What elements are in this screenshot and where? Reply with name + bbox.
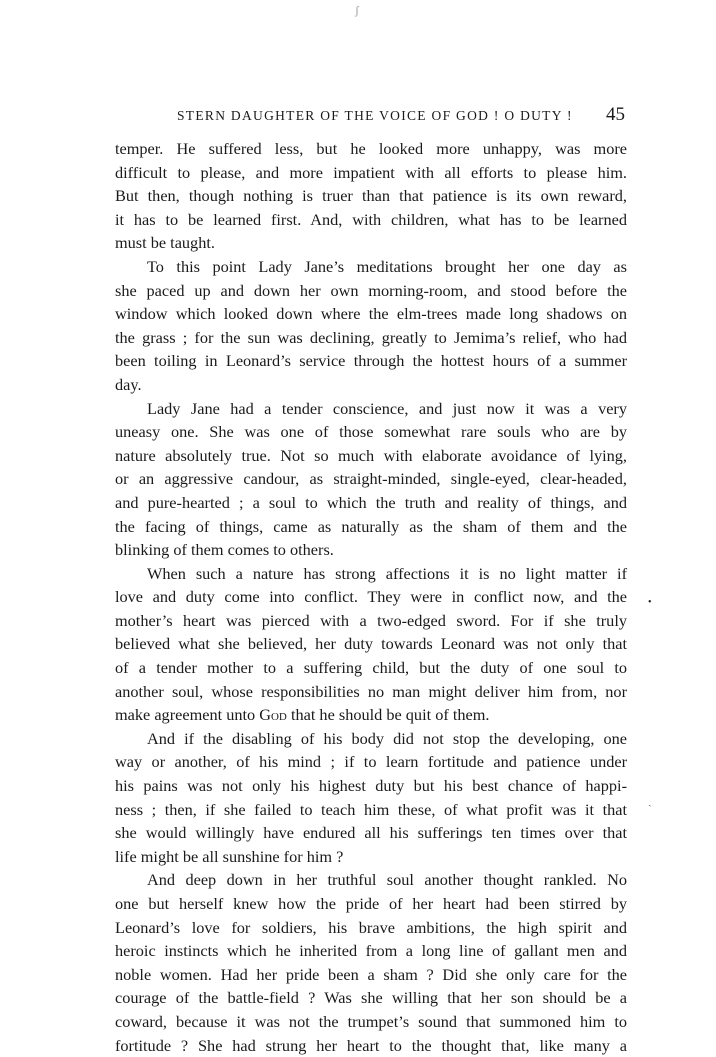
text-line [115, 444, 627, 468]
text-line-content: noble women. Had her pride been a sham ? Did she only care for the [115, 964, 627, 984]
text-line [115, 585, 627, 609]
text-line [115, 538, 627, 562]
text-line-content: another soul, whose responsibilities no man might deliver him from, nor [115, 681, 627, 701]
text-line [115, 137, 627, 161]
text-line-content: When such a nature has strong affections it is no light matter if [147, 563, 627, 583]
text-line-content: difficult to please, and more impatient with all efforts to please him. [115, 162, 627, 182]
text-line-content: she would willingly have endured all his sufferings ten times over that [115, 823, 627, 843]
text-line [115, 397, 627, 421]
text-line [115, 680, 627, 704]
text-line-content: mother’s heart was pierced with a two-edged sword. For if she truly [115, 610, 627, 630]
text-line [115, 798, 627, 822]
text-line [115, 892, 627, 916]
text-line [115, 515, 627, 539]
text-line-content: courage of the battle-field ? Was she willing that her son should be a [115, 988, 627, 1008]
text-line-content: must be taught. [115, 233, 215, 253]
text-line [115, 821, 627, 845]
text-line [115, 703, 627, 727]
text-line [115, 774, 627, 798]
text-line [115, 562, 627, 586]
text-line-content: Lady Jane had a tender conscience, and just now it was a very [147, 398, 627, 418]
text-line-content: his pains was not only his highest duty but his best chance of happi- [115, 776, 627, 796]
text-line-content: or an aggressive candour, as straight-minded, single-eyed, clear-headed, [115, 469, 627, 489]
text-line-content: uneasy one. She was one of those somewhat rare souls who are by [115, 422, 627, 442]
page-number: 45 [606, 104, 625, 125]
text-line [115, 1010, 627, 1034]
text-line [115, 939, 627, 963]
text-line [115, 656, 627, 680]
text-line [115, 279, 627, 303]
text-line-content: heroic instincts which he inherited from a long line of gallant men and [115, 941, 627, 961]
text-line [115, 208, 627, 232]
text-line-content: she paced up and down her own morning-room, and stood before the [115, 280, 627, 300]
text-line-content: temper. He suffered less, but he looked more unhappy, was more [115, 139, 627, 158]
text-line-content: it has to be learned first. And, with children, what has to be learned [115, 209, 627, 229]
text-line [115, 302, 627, 326]
text-line [115, 373, 627, 397]
margin-tick: ˎ [648, 795, 652, 807]
text-line-content: one but herself knew how the pride of her heart had been stirred by [115, 894, 627, 913]
text-line [115, 161, 627, 185]
text-line [115, 491, 627, 515]
text-line-content: But then, though nothing is truer than that patience is its own reward, [115, 186, 627, 206]
text-line [115, 467, 627, 491]
text-line-content: the facing of things, came as naturally as the sham of them and the [115, 516, 627, 536]
text-line [115, 184, 627, 208]
smallcaps-word: God [259, 705, 287, 725]
text-line [115, 750, 627, 774]
text-line-content: fortitude ? She had strung her heart to the thought that, like many a [115, 1035, 627, 1055]
body-text [115, 137, 627, 1057]
text-line-content: ness ; then, if she failed to teach him these, of what profit was it that [115, 799, 627, 819]
text-line [115, 727, 627, 751]
margin-dot: • [648, 597, 652, 608]
text-line [115, 1034, 627, 1057]
text-line [115, 916, 627, 940]
text-line [115, 868, 627, 892]
text-line-content: nature absolutely true. Not so much with elaborate avoidance of lying, [115, 445, 627, 465]
text-line-content: life might be all sunshine for him ? [115, 846, 344, 866]
text-line-content: And deep down in her truthful soul another thought rankled. No [147, 870, 627, 890]
text-line-content: and pure-hearted ; a soul to which the truth and reality of things, and [115, 492, 627, 512]
running-head [115, 104, 625, 128]
text-line [115, 231, 627, 255]
text-line-content: blinking of them comes to others. [115, 540, 334, 560]
text-line [115, 609, 627, 633]
text-line-content: been toiling in Leonard’s service through the hottest hours of a summer [115, 351, 627, 371]
text-line-content: the grass ; for the sun was declining, greatly to Jemima’s relief, who had [115, 327, 627, 347]
text-line-content: way or another, of his mind ; if to learn fortitude and patience under [115, 752, 627, 772]
text-line-content: make agreement unto [115, 705, 256, 725]
text-line-content: Leonard’s love for soldiers, his brave ambitions, the high spirit and [115, 917, 627, 937]
text-line-content: day. [115, 374, 142, 394]
running-title: STERN DAUGHTER OF THE VOICE OF GOD ! O DUTY ! [177, 108, 573, 123]
text-line-content: of a tender mother to a suffering child, but the duty of one soul to [115, 658, 627, 678]
text-line [115, 632, 627, 656]
text-line-continuation: that he should be quit of them. [286, 705, 490, 725]
text-line-content: love and duty come into conflict. They were in conflict now, and the [115, 587, 627, 607]
text-line [115, 845, 627, 869]
text-line-content: And if the disabling of his body did not stop the developing, one [147, 728, 627, 748]
text-line [115, 326, 627, 350]
stray-mark: ʃ [355, 3, 359, 17]
text-line-content: believed what she believed, her duty towards Leonard was not only that [115, 634, 627, 654]
text-line [115, 349, 627, 373]
text-line [115, 963, 627, 987]
text-line-content: window which looked down where the elm-trees made long shadows on [115, 304, 627, 324]
text-line-content: coward, because it was not the trumpet’s sound that summoned him to [115, 1011, 627, 1031]
text-line [115, 986, 627, 1010]
text-line [115, 420, 627, 444]
text-line [115, 255, 627, 279]
text-line-content: To this point Lady Jane’s meditations brought her one day as [147, 256, 627, 276]
